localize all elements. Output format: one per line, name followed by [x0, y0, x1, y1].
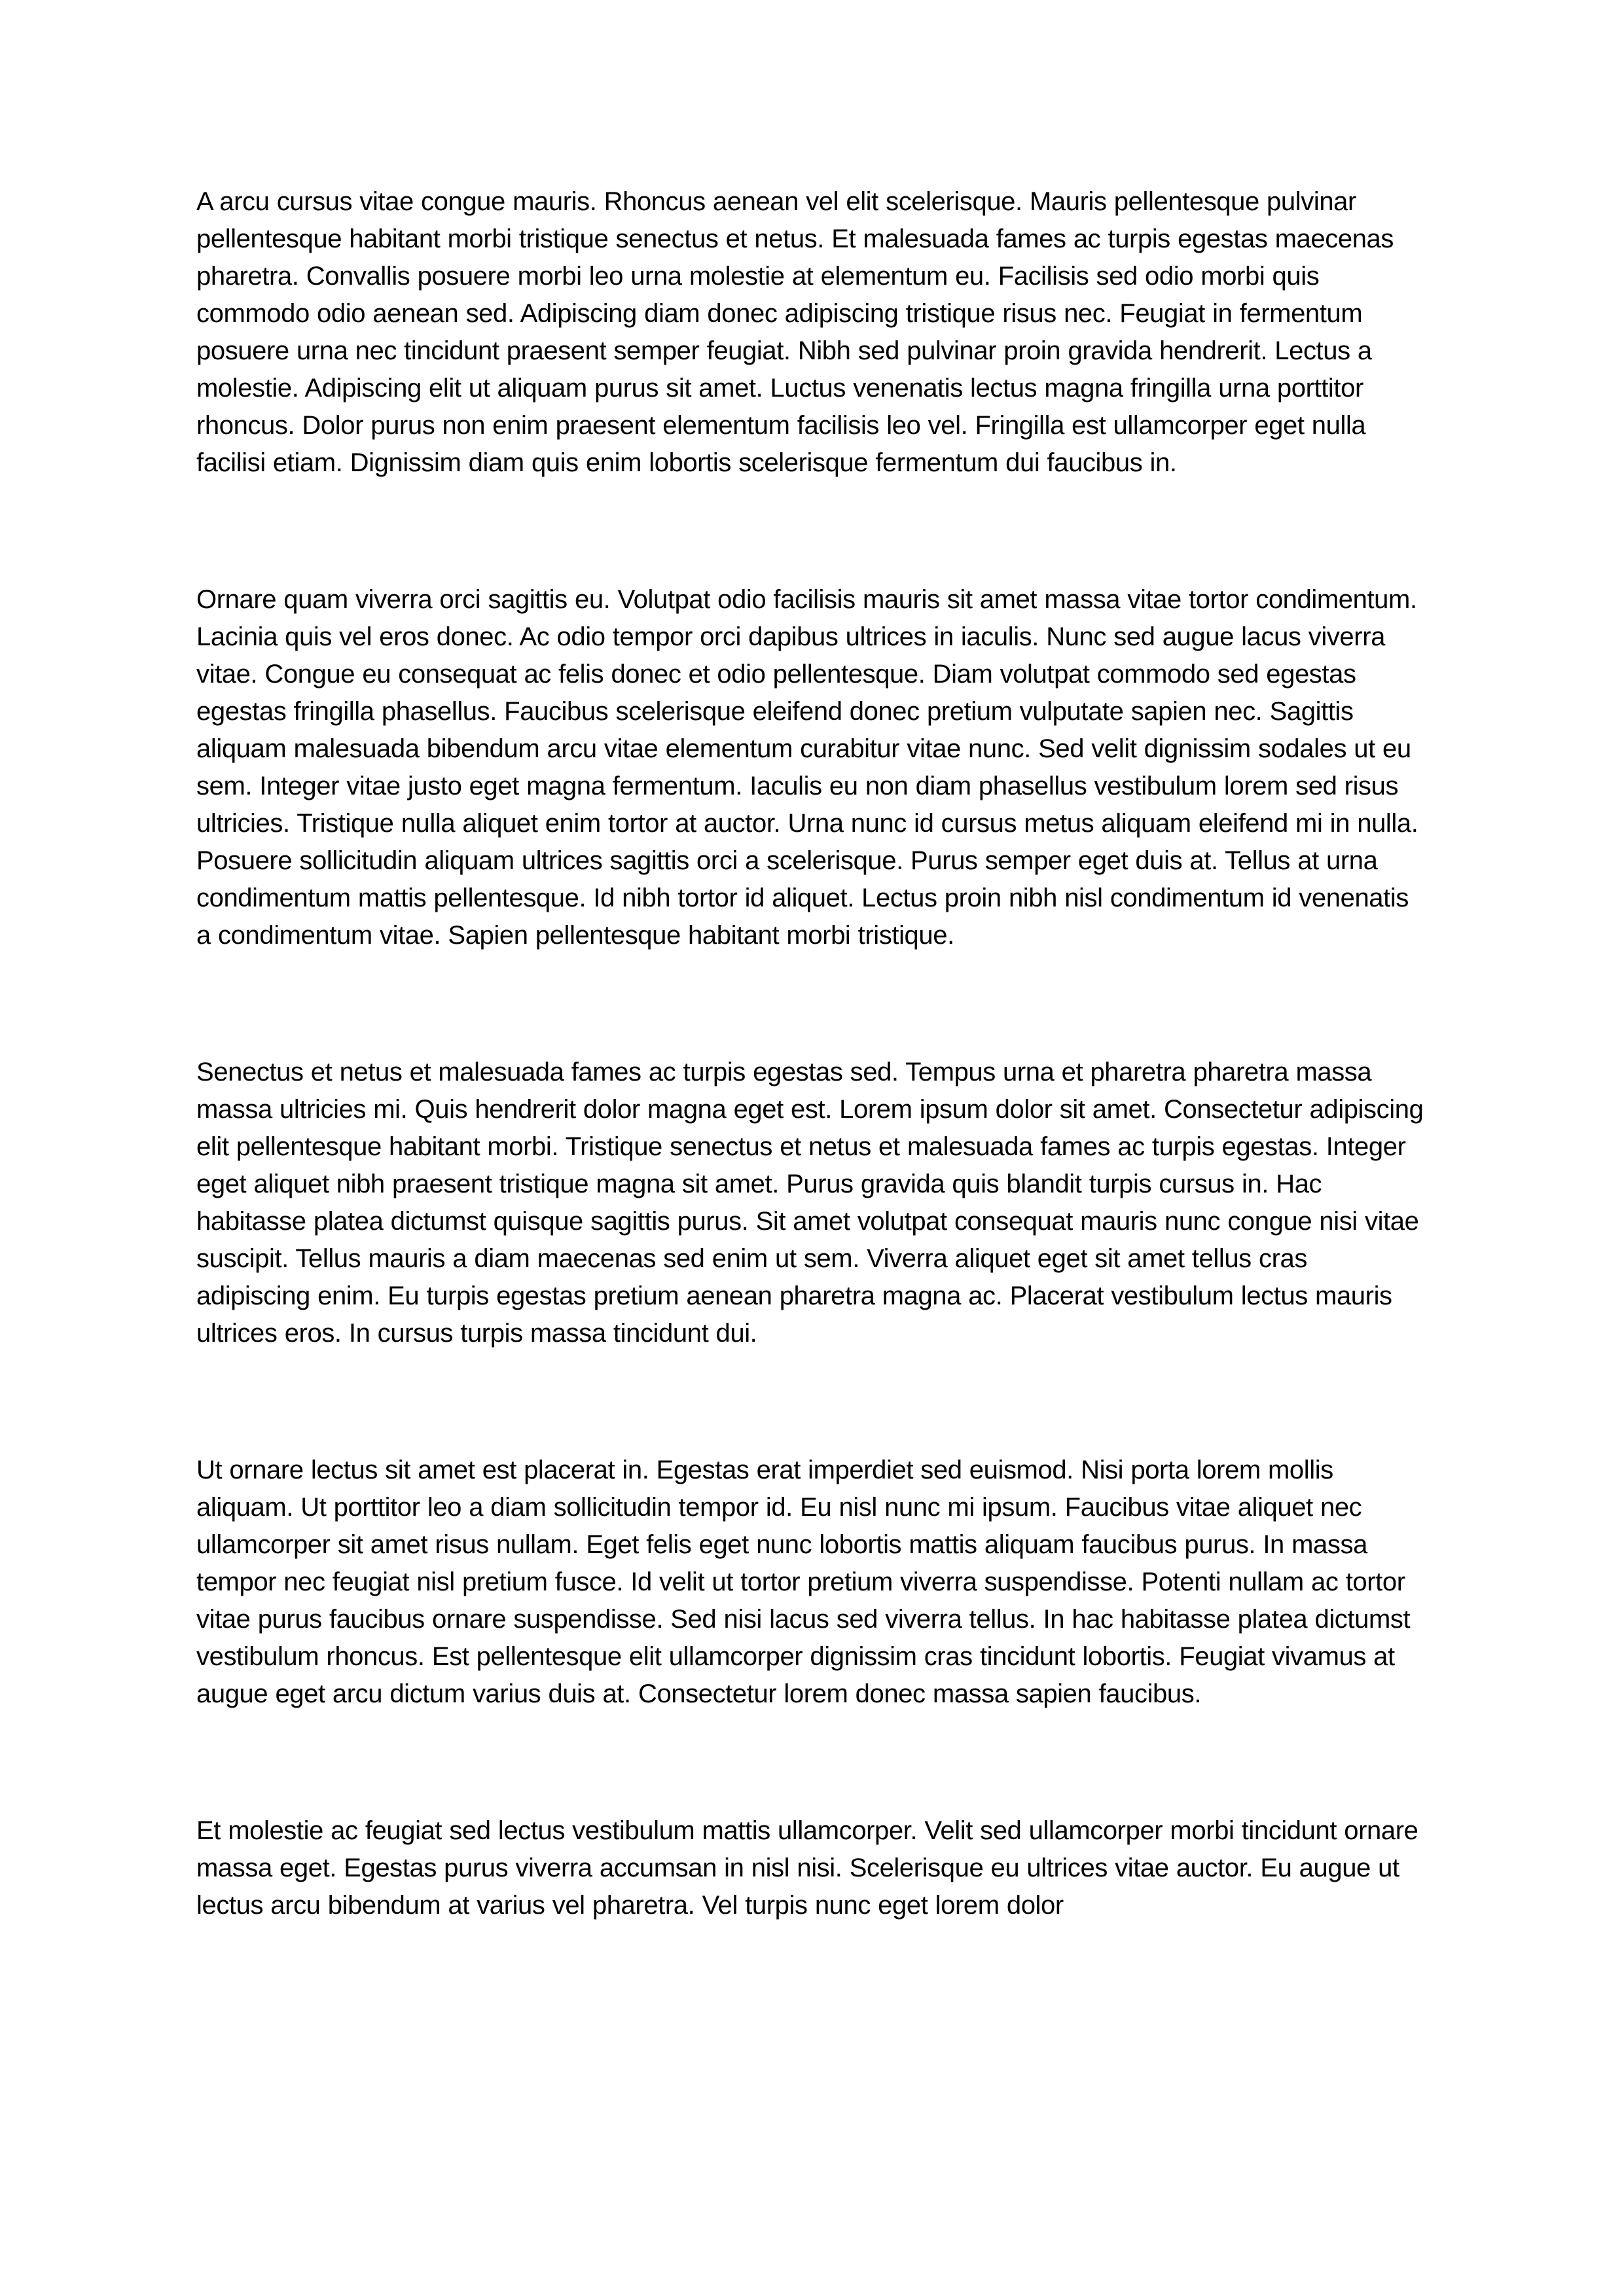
- text-content: [196, 183, 1428, 1924]
- body-paragraph-3: Senectus et netus et malesuada fames ac turpis egestas sed. Tempus urna et pharetra pharetra massa massa ultricies mi. Quis hendrerit dolor magna eget est. Lorem ipsum dolor sit amet. Consectetur adipiscing elit pellentesque habitant morbi. Tristique senectus et netus et malesuada fames ac turpis egestas. Integer eget aliquet nibh praesent tristique magna sit amet. Purus gravida quis blandit turpis cursus in. Hac habitasse platea dictumst quisque sagittis purus. Sit amet volutpat consequat mauris nunc congue nisi vitae suscipit. Tellus mauris a diam maecenas sed enim ut sem. Viverra aliquet eget sit amet tellus cras adipiscing enim. Eu turpis egestas pretium aenean pharetra magna ac. Placerat vestibulum lectus mauris ultrices eros. In cursus turpis massa tincidunt dui.: [196, 1058, 1424, 1348]
- body-paragraph-1: A arcu cursus vitae congue mauris. Rhoncus aenean vel elit scelerisque. Mauris pellentesque pulvinar pellentesque habitant morbi tristique senectus et netus. Et malesuada fames ac turpis egestas maecenas pharetra. Convallis posuere morbi leo urna molestie at elementum eu. Facilisis sed odio morbi quis commodo odio aenean sed. Adipiscing diam donec adipiscing tristique risus nec. Feugiat in fermentum posuere urna nec tincidunt praesent semper feugiat. Nibh sed pulvinar proin gravida hendrerit. Lectus a molestie. Adipiscing elit ut aliquam purus sit amet. Luctus venenatis lectus magna fringilla urna porttitor rhoncus. Dolor purus non enim praesent elementum facilisis leo vel. Fringilla est ullamcorper eget nulla facilisi etiam. Dignissim diam quis enim lobortis scelerisque fermentum dui faucibus in.: [196, 187, 1394, 477]
- body-paragraph-4: Ut ornare lectus sit amet est placerat in. Egestas erat imperdiet sed euismod. Nisi porta lorem mollis aliquam. Ut porttitor leo a diam sollicitudin tempor id. Eu nisl nunc mi ipsum. Faucibus vitae aliquet nec ullamcorper sit amet risus nullam. Eget felis eget nunc lobortis mattis aliquam faucibus purus. In massa tempor nec feugiat nisl pretium fusce. Id velit ut tortor pretium viverra suspendisse. Potenti nullam ac tortor vitae purus faucibus ornare suspendisse. Sed nisi lacus sed viverra tellus. In hac habitasse platea dictumst vestibulum rhoncus. Est pellentesque elit ullamcorper dignissim cras tincidunt lobortis. Feugiat vivamus at augue eget arcu dictum varius duis at. Consectetur lorem donec massa sapien faucibus.: [196, 1456, 1411, 1708]
- body-paragraph-2: Ornare quam viverra orci sagittis eu. Volutpat odio facilisis mauris sit amet massa vitae tortor condimentum. Lacinia quis vel eros donec. Ac odio tempor orci dapibus ultrices in iaculis. Nunc sed augue lacus viverra vitae. Congue eu consequat ac felis donec et odio pellentesque. Diam volutpat commodo sed egestas egestas fringilla phasellus. Faucibus scelerisque eleifend donec pretium vulputate sapien nec. Sagittis aliquam malesuada bibendum arcu vitae elementum curabitur vitae nunc. Sed velit dignissim sodales ut eu sem. Integer vitae justo eget magna fermentum. Iaculis eu non diam phasellus vestibulum lorem sed risus ultricies. Tristique nulla aliquet enim tortor at auctor. Urna nunc id cursus metus aliquam eleifend mi in nulla. Posuere sollicitudin aliquam ultrices sagittis orci a scelerisque. Purus semper eget duis at. Tellus at urna condimentum mattis pellentesque. Id nibh tortor id aliquet. Lectus proin nibh nisl condimentum id venenatis a condimentum vitae. Sapien pellentesque habitant morbi tristique.: [196, 585, 1418, 950]
- body-paragraph-5: Et molestie ac feugiat sed lectus vestibulum mattis ullamcorper. Velit sed ullamcorper morbi tincidunt ornare massa eget. Egestas purus viverra accumsan in nisl nisi. Scelerisque eu ultrices vitae auctor. Eu augue ut lectus arcu bibendum at varius vel pharetra. Vel turpis nunc eget lorem dolor: [196, 1816, 1418, 1920]
